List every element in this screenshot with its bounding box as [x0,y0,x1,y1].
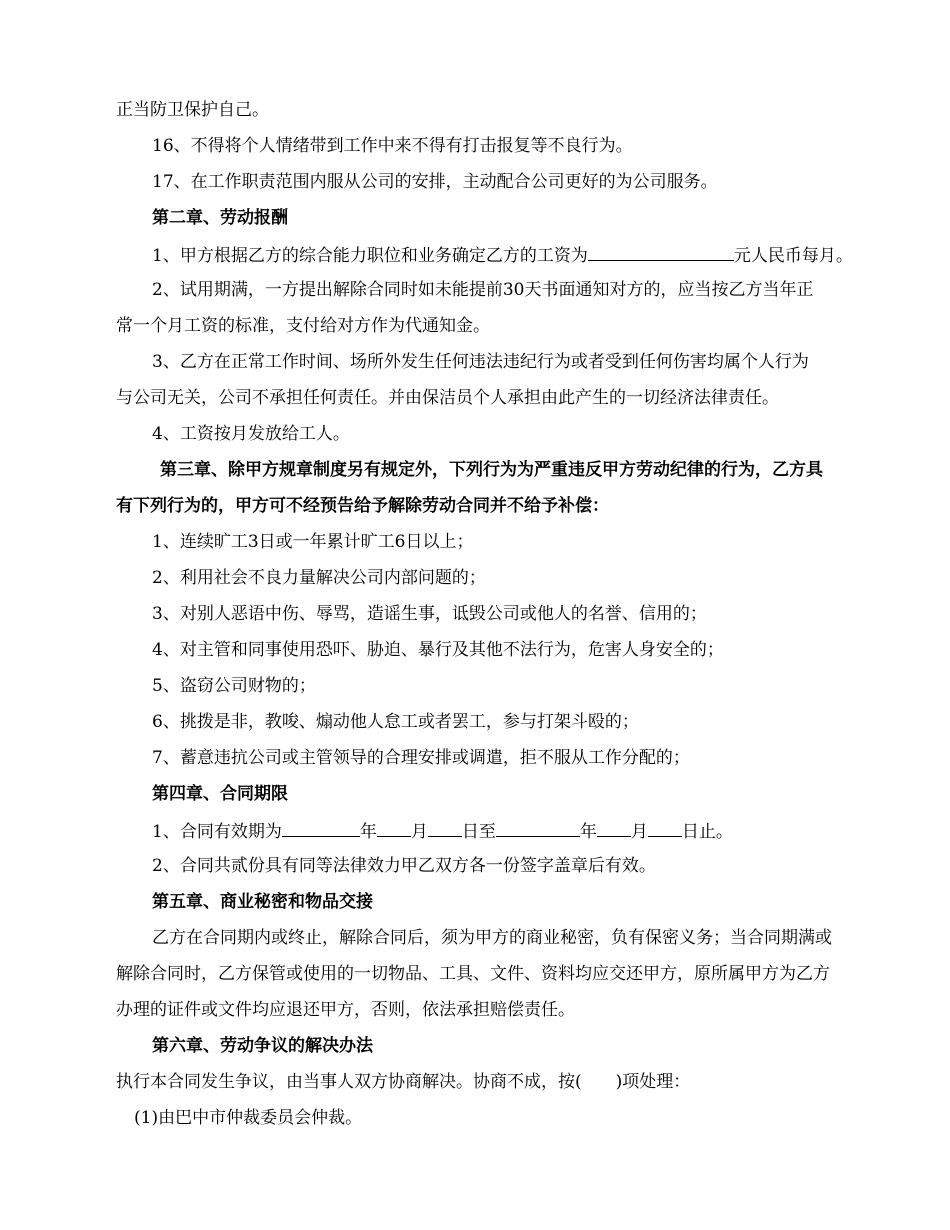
paragraph-line [116,962,830,986]
heading-text: 有下列行为的，甲方可不经预告给予解除劳动合同并不给予补偿： [116,496,609,516]
chapter-heading [160,458,823,482]
start-year-blank [282,818,360,837]
text: 7、蓄意违抗公司或主管领导的合理安排或调遣，拒不服从工作分配的； [152,748,690,768]
text: 办理的证件或文件均应退还甲方，否则，依法承担赔偿责任。 [116,1000,575,1020]
text: 日至 [461,822,496,842]
heading-text: 第四章、合同期限 [152,784,288,804]
text: 3、乙方在正常工作时间、场所外发生任何违法违纪行为或者受到任何伤害均属个人行为 [152,352,809,372]
chapter-heading [116,494,609,518]
paragraph-line [116,998,575,1022]
end-month-blank [597,818,631,837]
heading-text: 第六章、劳动争议的解决办法 [152,1036,373,1056]
start-day-blank [428,818,462,837]
paragraph-line [152,134,633,158]
paragraph-line [152,818,733,842]
paragraph-line [152,854,656,878]
list-item [134,1106,362,1130]
text: 月 [410,822,428,842]
text: 乙方在合同期内或终止，解除合同后，须为甲方的商业秘密，负有保密义务；当合同期满或 [152,928,832,948]
text: 2、试用期满，一方提出解除合同时如未能提前30天书面通知对方的，应当按乙方当年正 [152,280,814,300]
text: 日止。 [681,822,733,842]
paragraph-line [152,350,809,374]
paragraph-line [152,170,718,194]
paragraph-line [152,278,813,302]
text: 年 [579,822,597,842]
list-item [152,710,639,734]
paragraph-line [152,242,853,266]
paragraph-line [116,386,779,410]
paragraph-line [152,926,832,950]
text: 月 [630,822,648,842]
chapter-heading [152,206,288,230]
text: 正当防卫保护自己。 [116,100,269,120]
text: 4、工资按月发放给工人。 [152,424,350,444]
text: )项处理： [615,1072,691,1092]
list-item [152,674,316,698]
text: 1、合同有效期为 [152,822,282,842]
list-item [152,746,690,770]
list-item [152,638,724,662]
start-month-blank [377,818,411,837]
text: 元人民币每月。 [733,246,853,266]
text: 4、对主管和同事使用恐吓、胁迫、暴行及其他不法行为，危害人身安全的； [152,640,724,660]
text: 年 [359,822,377,842]
text: 2、利用社会不良力量解决公司内部问题的； [152,568,486,588]
text: 16、不得将个人情绪带到工作中来不得有打击报复等不良行为。 [152,136,633,156]
paragraph-line [152,422,350,446]
chapter-heading [152,890,373,914]
heading-text: 第五章、商业秘密和物品交接 [152,892,373,912]
end-year-blank [496,818,580,837]
text: 3、对别人恶语中伤、辱骂，造谣生事，诋毁公司或他人的名誉、信用的； [152,604,707,624]
text: 执行本合同发生争议，由当事人双方协商解决。协商不成，按( [116,1072,582,1092]
text: 1、连续旷工3日或一年累计旷工6日以上； [152,532,474,552]
chapter-heading [152,1034,373,1058]
text: 5、盗窃公司财物的； [152,676,316,696]
chapter-heading [152,782,288,806]
text: (1)由巴中市仲裁委员会仲裁。 [134,1108,363,1128]
paragraph-line [116,314,490,338]
text: 1、甲方根据乙方的综合能力职位和业务确定乙方的工资为 [152,246,588,266]
text: 17、在工作职责范围内服从公司的安排，主动配合公司更好的为公司服务。 [152,172,718,192]
end-day-blank [648,818,682,837]
text: 解除合同时，乙方保管或使用的一切物品、工具、文件、资料均应交还甲方，原所属甲方为乙方 [116,964,830,984]
list-item [152,530,473,554]
text: 2、合同共贰份具有同等法律效力甲乙双方各一份签字盖章后有效。 [152,856,656,876]
text: 与公司无关，公司不承担任何责任。并由保洁员个人承担由此产生的一切经济法律责任。 [116,388,779,408]
heading-text: 第三章、除甲方规章制度另有规定外，下列行为为严重违反甲方劳动纪律的行为，乙方具 [160,460,823,480]
salary-blank [588,242,734,261]
paragraph-line [116,98,269,122]
list-item [152,566,486,590]
paragraph-line [116,1070,690,1094]
text: 常一个月工资的标准，支付给对方作为代通知金。 [116,316,490,336]
text: 6、挑拨是非，教唆、煽动他人怠工或者罢工，参与打架斗殴的； [152,712,639,732]
heading-text: 第二章、劳动报酬 [152,208,288,228]
list-item [152,602,707,626]
